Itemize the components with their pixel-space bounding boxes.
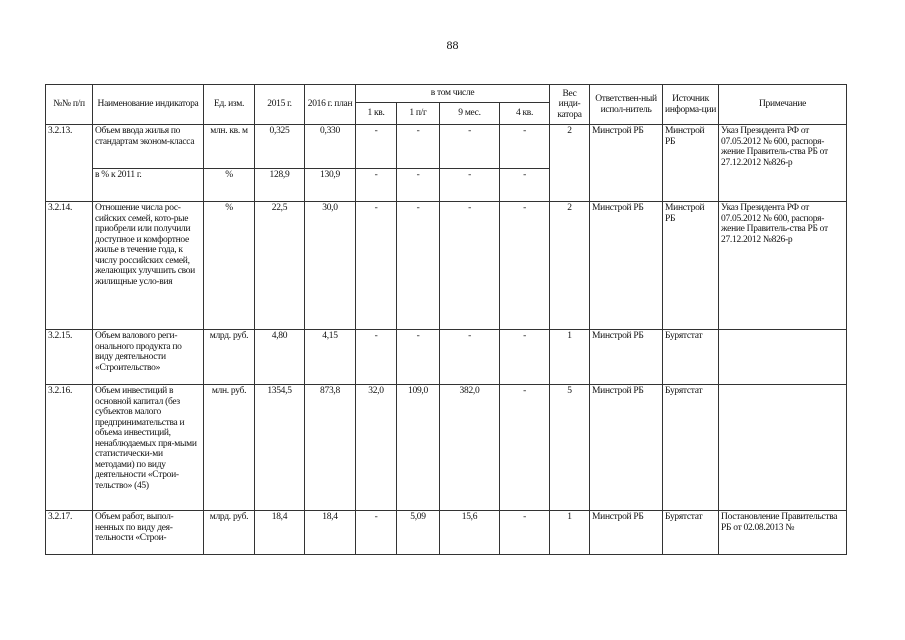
row-num: 3.2.16. xyxy=(46,385,93,511)
row-name: Объем валового реги-онального продукта по виду деятельности «Строительство» xyxy=(93,330,204,385)
row-h1: 5,09 xyxy=(397,511,440,555)
header-num: №№ п/п xyxy=(46,85,93,125)
row-2016: 30,0 xyxy=(305,202,356,330)
row-h1: 109,0 xyxy=(397,385,440,511)
row-q1: - xyxy=(356,169,397,202)
row-num: 3.2.15. xyxy=(46,330,93,385)
row-name: Объем ввода жилья по стандартам эконом-класса xyxy=(93,125,204,169)
row-9m: 382,0 xyxy=(440,385,500,511)
row-weight: 2 xyxy=(550,202,590,330)
row-source: Бурятстат xyxy=(663,385,719,511)
table-row xyxy=(46,125,847,169)
row-unit: % xyxy=(204,169,255,202)
row-2016: 18,4 xyxy=(305,511,356,555)
row-q4: - xyxy=(500,202,550,330)
row-2015: 1354,5 xyxy=(255,385,305,511)
row-unit: % xyxy=(204,202,255,330)
row-source: Бурятстат xyxy=(663,330,719,385)
row-responsible: Минстрой РБ xyxy=(590,330,663,385)
row-unit: млрд. руб. xyxy=(204,330,255,385)
header-unit: Ед. изм. xyxy=(204,85,255,125)
row-h1: - xyxy=(397,125,440,169)
header-h1: 1 п/г xyxy=(397,103,440,125)
row-q1: 32,0 xyxy=(356,385,397,511)
table-row xyxy=(46,511,847,555)
row-num: 3.2.14. xyxy=(46,202,93,330)
row-2015: 128,9 xyxy=(255,169,305,202)
header-name: Наименование индикатора xyxy=(93,85,204,125)
header-weight: Вес инди-катора xyxy=(550,85,590,125)
row-q1: - xyxy=(356,202,397,330)
row-weight: 2 xyxy=(550,125,590,202)
table-row xyxy=(46,385,847,511)
row-note xyxy=(719,385,847,511)
row-h1: - xyxy=(397,169,440,202)
row-name: в % к 2011 г. xyxy=(93,169,204,202)
header-9m: 9 мес. xyxy=(440,103,500,125)
row-2015: 18,4 xyxy=(255,511,305,555)
table-row xyxy=(46,330,847,385)
header-note: Примечание xyxy=(719,85,847,125)
header-responsible: Ответствен-ный испол-нитель xyxy=(590,85,663,125)
table-row xyxy=(46,202,847,330)
row-unit: млн. кв. м xyxy=(204,125,255,169)
row-9m: - xyxy=(440,125,500,169)
row-num: 3.2.17. xyxy=(46,511,93,555)
row-2015: 22,5 xyxy=(255,202,305,330)
row-responsible: Минстрой РБ xyxy=(590,385,663,511)
row-9m: - xyxy=(440,330,500,385)
row-9m: - xyxy=(440,202,500,330)
row-unit: млн. руб. xyxy=(204,385,255,511)
row-q1: - xyxy=(356,330,397,385)
header-including: в том числе xyxy=(356,85,550,103)
row-source: Минстрой РБ xyxy=(663,125,719,202)
header-q4: 4 кв. xyxy=(500,103,550,125)
row-weight: 5 xyxy=(550,385,590,511)
row-2016: 873,8 xyxy=(305,385,356,511)
row-weight: 1 xyxy=(550,330,590,385)
row-h1: - xyxy=(397,202,440,330)
row-note xyxy=(719,330,847,385)
row-q4: - xyxy=(500,169,550,202)
row-q1: - xyxy=(356,511,397,555)
row-q1: - xyxy=(356,125,397,169)
row-h1: - xyxy=(397,330,440,385)
row-2016: 4,15 xyxy=(305,330,356,385)
row-name: Отношение числа рос-сийских семей, кото-рые приобрели или получили доступное и комфортное жилье в течение года, к числу российских семей, желающих улучшить свои жилищные усло-вия xyxy=(93,202,204,330)
row-note: Указ Президента РФ от 07.05.2012 № 600, распоря-жение Правитель-ства РБ от 27.12.2012 №826-р xyxy=(719,202,847,330)
header-source: Источник информа-ции xyxy=(663,85,719,125)
row-q4: - xyxy=(500,385,550,511)
page-number: 88 xyxy=(446,38,459,52)
header-2016: 2016 г. план xyxy=(305,85,356,125)
header-q1: 1 кв. xyxy=(356,103,397,125)
row-responsible: Минстрой РБ xyxy=(590,511,663,555)
indicators-table xyxy=(45,84,847,555)
row-2016: 0,330 xyxy=(305,125,356,169)
row-source: Минстрой РБ xyxy=(663,202,719,330)
row-q4: - xyxy=(500,511,550,555)
row-9m: 15,6 xyxy=(440,511,500,555)
header-2015: 2015 г. xyxy=(255,85,305,125)
row-num: 3.2.13. xyxy=(46,125,93,202)
row-2016: 130,9 xyxy=(305,169,356,202)
row-q4: - xyxy=(500,125,550,169)
row-2015: 0,325 xyxy=(255,125,305,169)
row-weight: 1 xyxy=(550,511,590,555)
row-9m: - xyxy=(440,169,500,202)
row-q4: - xyxy=(500,330,550,385)
row-responsible: Минстрой РБ xyxy=(590,202,663,330)
row-unit: млрд. руб. xyxy=(204,511,255,555)
row-note: Постановление Правительства РБ от 02.08.2013 № xyxy=(719,511,847,555)
row-2015: 4,80 xyxy=(255,330,305,385)
header-row xyxy=(46,85,847,103)
row-name: Объем инвестиций в основной капитал (без субъектов малого предпринимательства и объема инвестиций, ненаблюдаемых пря-мыми статистически-ми методами) по виду деятельности «Строи-тельство» (45) xyxy=(93,385,204,511)
row-source: Бурятстат xyxy=(663,511,719,555)
row-note: Указ Президента РФ от 07.05.2012 № 600, распоря-жение Правитель-ства РБ от 27.12.2012 №826-р xyxy=(719,125,847,202)
row-responsible: Минстрой РБ xyxy=(590,125,663,202)
row-name: Объем работ, выпол-ненных по виду дея-тельности «Строи- xyxy=(93,511,204,555)
